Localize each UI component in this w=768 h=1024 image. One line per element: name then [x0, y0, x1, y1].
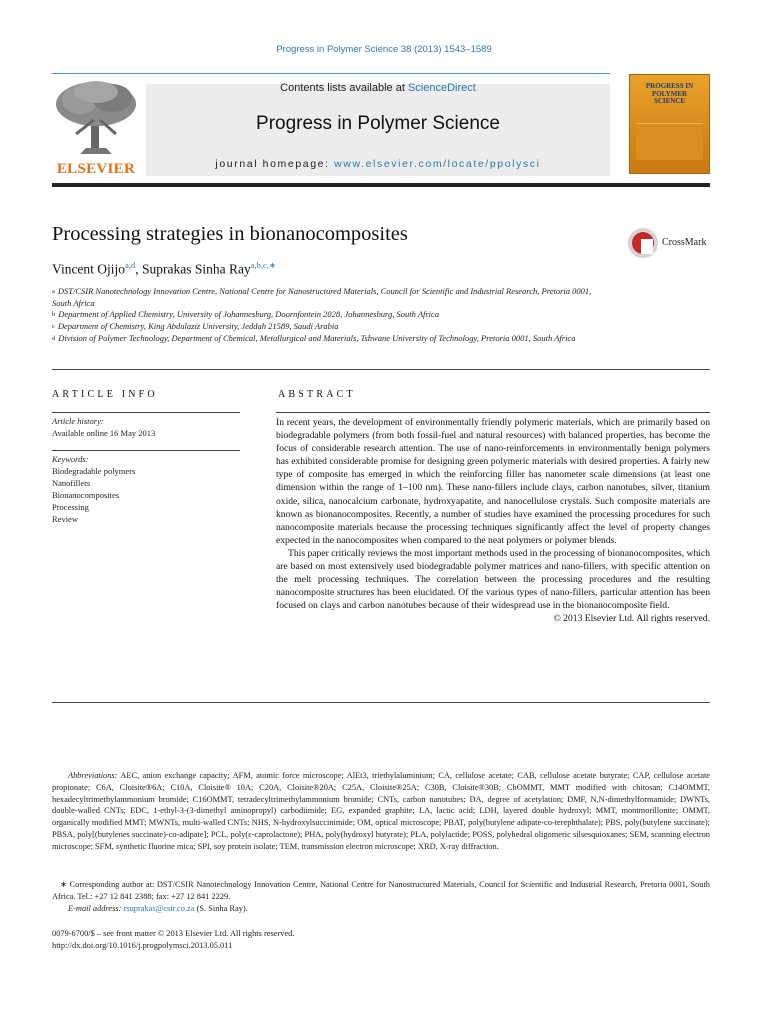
elsevier-logo [50, 80, 142, 178]
keywords-rule [52, 450, 240, 451]
issn-line: 0079-6700/$ – see front matter © 2013 Elsevier Ltd. All rights reserved. [52, 929, 295, 938]
email-note: E-mail address: rsuprakas@csir.co.za (S. Sinha Ray). [68, 904, 248, 913]
abstract-heading: ABSTRACT [278, 389, 356, 400]
keyword: Bionanocomposites [52, 490, 120, 500]
section-rule [52, 369, 710, 370]
corresponding-note: ∗ Corresponding author at: DST/CSIR Nanotechnology Innovation Centre, National Centre for Nanostructured Materials, Council for Scientific and Industrial Research, Pretoria 0001, South Africa. Tel.: +27 12 841 2388; fax: +27 12 841 2229. [52, 880, 710, 901]
keyword: Review [52, 514, 78, 524]
journal-title: Progress in Polymer Science [256, 113, 500, 134]
keyword: Biodegradable polymers [52, 466, 136, 476]
publisher-name: ELSEVIER [56, 161, 136, 177]
keyword-list [52, 465, 135, 525]
keywords-label: Keywords: [52, 454, 89, 464]
homepage-link[interactable]: www.elsevier.com/locate/ppolysci [334, 158, 541, 170]
crossmark-button[interactable] [628, 228, 710, 258]
author-separator: , [135, 261, 142, 277]
email-label: E-mail address: [68, 904, 122, 913]
history-label: Article history: [52, 416, 104, 426]
header-top-rule [52, 73, 610, 74]
keyword: Nanofillers [52, 478, 91, 488]
doi-link[interactable]: http://dx.doi.org/10.1016/j.progpolymsci.2013.05.011 [52, 941, 233, 950]
elsevier-tree-icon [50, 80, 142, 158]
abbreviations-label: Abbreviations: [68, 771, 118, 780]
journal-cover-image [629, 74, 710, 174]
cover-band [636, 123, 703, 160]
article-info-rule [52, 412, 240, 413]
abbreviations-text: AEC, anion exchange capacity; AFM, atomic force microscope; AlEt3, triethylaluminium; CA, cellulose acetate; CAB, cellulose acetate butyrate; CAP, cellulose acetate propionate; C6A, Cloisite®6A; C10A, Cloisite® 10A; C20A, Cloisite®20A; C25A, Cloisite®25A; C30B, Cloisite®30B; ChOMMT, MMT modified with chitosan; C14OMMT, hexadecyltrimethylammonium bromide; C16OMMT, tetradecyltrimethylammonium bromide; CNTs, carbon nanotubes; DA, degree of acetylation; DMF, N,N-dimethylformamide; DWNTs, double-walled CNTs; EDC, 1-ethyl-3-(3-dimethyl aminopropyl) carbodiimide; EG, expanded graphite; LA, lactic acid; LDH, layered double hydroxyl; MMT, montmorillonite; OMMT, organically modified MMT; MWNTs, multi-walled CNTs; NHS, N-hydroxylsuccinimide; OM, optical microscope; PBAT, poly(butylene adipate-co-terephthalate); PBS, poly(butylene succinate); PBSA, poly[(butylenes succinate)-co-adipate]; PCL, poly(ε-caprolactone); PHA, poly(hydroxyl butyrate); PLA, polylactide; POSS, polyhedral oligomeric silsesquioxanes; SEM, scanning electron microscope; SFM, synthetic fluorine mica; SPI, soy protein isolate; TEM, transmission electron microscope; XRD, X-ray diffraction. [52, 771, 710, 851]
crossmark-icon [628, 228, 658, 258]
abstract-rule [276, 412, 710, 413]
article-title: Processing strategies in bionanocomposites [52, 223, 408, 245]
author-name[interactable]: Vincent Ojijo [52, 261, 126, 277]
abstract-paragraph: In recent years, the development of environmentally friendly polymeric materials, which are primarily based on biodegradable polymers (from both fossil-fuel and natural resources) with balanced properties, has become the focus of considerable research attention. The use of nano-reinforcements in environmentally benign polymers has exhibited considerable promise for designing green polymeric materials with desired properties. A fairly new type of composite has emerged in which the reinforcing filler has nanometer scale dimensions (at least one dimension within the range of 1–100 nm). These nano-fillers include clays, carbon nanotubes, silver, titanium oxide, silica, nanocalcium carbonate, hydroxyapatite, and nanocellulose crystals. Such composite materials are known as bionanocomposites. Recently, a number of studies have examined the processing procedures for such nanocomposite materials because the processing techniques significantly affect the level of property changes expected in the nanocomposites when compared to the neat polymers or polymer blends. [276, 417, 710, 546]
header-bottom-rule [52, 183, 710, 187]
article-info-heading: ARTICLE INFO [52, 389, 158, 400]
affiliation: $^a$ DST/CSIR Nanotechnology Innovation Centre, National Centre for Nanostructured Materials, Council for Scientific and Industrial Research, Pretoria 0001, South Africa [52, 286, 592, 308]
author-list [52, 260, 276, 278]
contents-line: Contents lists available at ScienceDirect [280, 82, 476, 94]
author-name[interactable]: Suprakas Sinha Ray [141, 261, 251, 277]
abstract-body [276, 416, 710, 626]
author-affil-marks[interactable]: a,b,c,∗ [250, 260, 277, 270]
crossmark-label: CrossMark [662, 237, 707, 248]
affiliation: $^b$ Department of Applied Chemistry, University of Johannesburg, Doornfontein 2028, Johannesburg, South Africa [52, 309, 440, 319]
abstract-paragraph: This paper critically reviews the most important methods used in the processing of bionanocomposites, which are based on most extensively used biodegradable polymer matrices and nano-fillers, with specific attention on the melt processing techniques. The correlation between the processing procedures and the resulting nanocomposite structures has been elucidated. Of the various types of nano-fillers, particular attention has been focused on clays and carbon nanotubes because of their widespread use in the bionanocomposite field. [276, 547, 710, 612]
journal-citation: Progress in Polymer Science 38 (2013) 1543–1589 [276, 44, 492, 55]
affiliation: $^c$ Department of Chemistry, King Abdulaziz University, Jeddah 21589, Saudi Arabia [52, 321, 339, 331]
abbreviations-note [52, 770, 710, 853]
affiliation: $^d$ Division of Polymer Technology, Department of Chemical, Metallurgical and Materials, Tshwane University of Technology, Pretoria 0001, South Africa [52, 333, 576, 343]
cover-title-line: SCIENCE [653, 97, 686, 105]
cover-title-line: PROGRESS IN [645, 82, 694, 90]
keyword: Processing [52, 502, 89, 512]
author-affil-marks[interactable]: a,d [125, 260, 136, 270]
journal-homepage: journal homepage: www.elsevier.com/locate/ppolysci [215, 158, 541, 170]
abstract-copyright: © 2013 Elsevier Ltd. All rights reserved. [553, 613, 710, 625]
email-link[interactable]: rsuprakas@csir.co.za [123, 904, 195, 913]
section-rule [52, 702, 710, 703]
cover-title-line: POLYMER [651, 89, 688, 98]
history-value: Available online 16 May 2013 [52, 428, 156, 438]
sciencedirect-link[interactable]: ScienceDirect [407, 82, 476, 94]
